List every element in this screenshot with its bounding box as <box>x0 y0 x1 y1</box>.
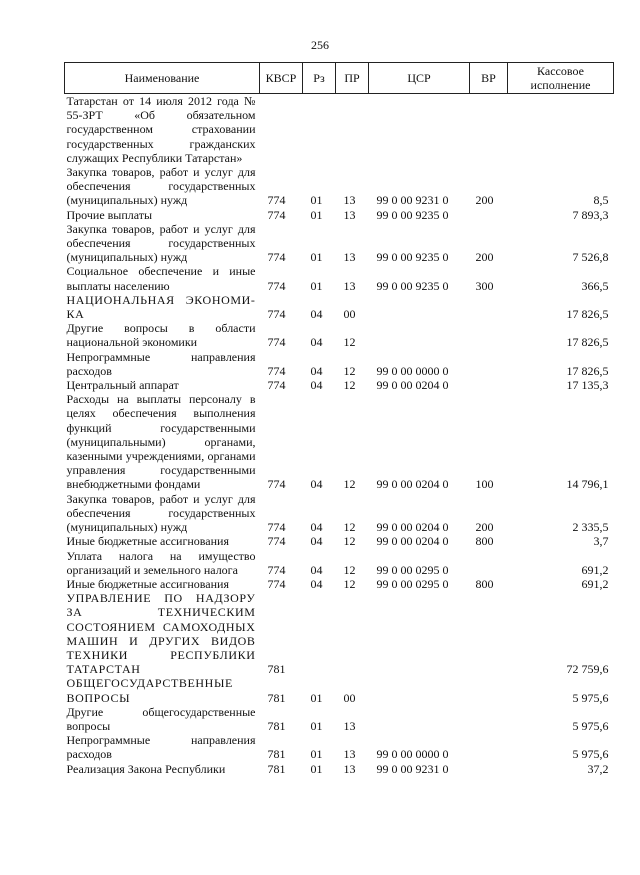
header-sum: Кассовое исполнение <box>508 63 614 94</box>
budget-table <box>64 62 614 776</box>
cell-kvsr: 781 <box>267 662 286 677</box>
cell-kvsr: 774 <box>267 576 286 591</box>
cell-csr <box>369 94 470 166</box>
page-number: 256 <box>311 38 329 52</box>
cell-kvsr: 781 <box>267 718 286 733</box>
cell-vr <box>470 350 508 378</box>
cell-sum: 37,2 <box>587 761 609 776</box>
cell-sum <box>508 94 614 166</box>
cell-kvsr: 774 <box>267 250 286 265</box>
cell-pr: 00 <box>343 690 356 705</box>
cell-pr: 12 <box>343 520 356 535</box>
cell-csr <box>369 676 470 704</box>
cell-rz <box>303 591 336 676</box>
cell-sum: 17 826,5 <box>566 307 609 322</box>
cell-rz: 04 <box>310 363 323 378</box>
cell-sum: 2 335,5 <box>572 520 609 535</box>
cell-sum: 691,2 <box>581 562 609 577</box>
cell-vr <box>470 549 508 577</box>
cell-pr: 13 <box>343 193 356 208</box>
table-row <box>65 293 614 321</box>
cell-kvsr <box>260 94 303 166</box>
cell-kvsr: 774 <box>267 477 286 492</box>
table-header-row <box>65 63 614 94</box>
cell-vr <box>470 676 508 704</box>
cell-rz: 04 <box>310 307 323 322</box>
cell-pr: 12 <box>343 534 356 549</box>
header-pr: ПР <box>336 63 369 94</box>
cell-pr: 13 <box>343 250 356 265</box>
cell-sum: 17 826,5 <box>566 335 609 350</box>
cell-name: Расходы на выплаты персоналу в целях обеспечения выполнения функций государственными (муниципальными) органами, казенными учреждениями, органами управления государственными внебюджетными фондами <box>66 392 256 492</box>
cell-pr: 12 <box>343 363 356 378</box>
cell-rz: 01 <box>310 250 323 265</box>
cell-rz: 01 <box>310 690 323 705</box>
cell-kvsr: 774 <box>267 363 286 378</box>
cell-name: Иные бюджетные ассигнования <box>66 534 229 549</box>
cell-vr <box>470 321 508 349</box>
header-rz: Рз <box>303 63 336 94</box>
cell-kvsr: 774 <box>267 562 286 577</box>
header-name: Наименование <box>65 63 260 94</box>
cell-rz: 04 <box>310 576 323 591</box>
cell-csr: 99 0 00 0295 0 <box>376 562 449 577</box>
cell-name: Закупка товаров, работ и услуг для обеспечения государственных (муниципальных) нужд <box>66 221 256 265</box>
header-kvsr: КВСР <box>260 63 303 94</box>
cell-csr <box>369 705 470 733</box>
cell-vr <box>470 705 508 733</box>
cell-name: Реализация Закона Республики <box>66 761 226 776</box>
table-row <box>65 165 614 208</box>
cell-name: Другие вопросы в области национальной экономики <box>66 321 256 350</box>
table-row <box>65 492 614 535</box>
cell-pr: 13 <box>343 761 356 776</box>
cell-kvsr: 781 <box>267 747 286 762</box>
table-row <box>65 264 614 292</box>
cell-pr: 12 <box>343 335 356 350</box>
table-row <box>65 94 614 166</box>
cell-sum: 5 975,6 <box>572 747 609 762</box>
cell-rz: 04 <box>310 477 323 492</box>
table-row <box>65 392 614 491</box>
cell-rz: 01 <box>310 278 323 293</box>
cell-sum: 691,2 <box>581 576 609 591</box>
cell-vr <box>470 208 508 222</box>
cell-rz: 01 <box>310 718 323 733</box>
table-row <box>65 577 614 591</box>
cell-rz <box>303 94 336 166</box>
cell-name: Закупка товаров, работ и услуг для обеспечения государственных (муниципальных) нужд <box>66 165 256 208</box>
cell-name: Непрограммные направления расходов <box>66 349 256 378</box>
cell-rz: 04 <box>310 335 323 350</box>
cell-pr <box>336 94 369 166</box>
cell-name: Татарстан от 14 июля 2012 года № 55-ЗРТ «Об обязательном государственном страховании государственных гражданских служащих Республики Татарстан» <box>66 94 256 165</box>
cell-sum: 5 975,6 <box>572 718 609 733</box>
cell-rz: 04 <box>310 562 323 577</box>
cell-name: Непрограммные направления расходов <box>66 733 256 762</box>
table-row <box>65 549 614 577</box>
cell-pr: 13 <box>343 718 356 733</box>
table-row <box>65 591 614 676</box>
cell-sum: 72 759,6 <box>566 662 609 677</box>
cell-kvsr: 774 <box>267 335 286 350</box>
cell-csr: 99 0 00 0204 0 <box>376 477 449 492</box>
cell-csr: 99 0 00 0000 0 <box>376 363 449 378</box>
cell-name: Центральный аппарат <box>66 378 179 393</box>
cell-sum: 8,5 <box>593 193 609 208</box>
cell-csr: 99 0 00 9235 0 <box>376 278 449 293</box>
cell-name: УПРАВЛЕНИЕ ПО НАДЗОРУ ЗА ТЕХНИЧЕСКИМ СОСТОЯНИЕМ САМОХОДНЫХ МАШИН И ДРУГИХ ВИДОВ ТЕХНИКИ РЕСПУБЛИКИ ТАТАРСТАН <box>66 591 256 677</box>
cell-csr <box>369 591 470 676</box>
cell-sum: 17 135,3 <box>566 378 609 393</box>
cell-name: Социальное обеспечение и иные выплаты населению <box>66 264 256 293</box>
cell-sum: 5 975,6 <box>572 690 609 705</box>
cell-name: ОБЩЕГОСУДАРСТВЕННЫЕ ВОПРОСЫ <box>66 676 233 705</box>
cell-rz: 01 <box>310 207 323 222</box>
cell-vr: 200 <box>475 193 494 208</box>
cell-csr: 99 0 00 9235 0 <box>376 207 449 222</box>
cell-name: Иные бюджетные ассигнования <box>66 576 229 591</box>
cell-vr <box>470 378 508 392</box>
cell-pr: 13 <box>343 278 356 293</box>
cell-rz: 04 <box>310 378 323 393</box>
cell-kvsr: 774 <box>267 207 286 222</box>
cell-rz: 04 <box>310 534 323 549</box>
cell-vr: 200 <box>475 250 494 265</box>
table-row <box>65 350 614 378</box>
cell-csr: 99 0 00 9231 0 <box>376 761 449 776</box>
table-row <box>65 378 614 392</box>
cell-sum: 14 796,1 <box>566 477 609 492</box>
table-row <box>65 705 614 733</box>
cell-kvsr: 781 <box>267 690 286 705</box>
cell-pr: 13 <box>343 207 356 222</box>
table-row <box>65 208 614 222</box>
cell-vr: 100 <box>475 477 494 492</box>
cell-csr <box>369 321 470 349</box>
cell-rz: 01 <box>310 193 323 208</box>
cell-vr <box>470 293 508 321</box>
table-row <box>65 222 614 265</box>
cell-sum: 366,5 <box>581 278 609 293</box>
cell-csr: 99 0 00 0204 0 <box>376 534 449 549</box>
cell-vr: 300 <box>475 278 494 293</box>
cell-pr <box>336 591 369 676</box>
header-vr: ВР <box>470 63 508 94</box>
cell-kvsr: 774 <box>267 193 286 208</box>
cell-pr: 12 <box>343 576 356 591</box>
cell-name: Другие общегосударственные вопросы <box>66 704 256 733</box>
cell-sum: 17 826,5 <box>566 363 609 378</box>
cell-kvsr: 774 <box>267 307 286 322</box>
cell-kvsr: 774 <box>267 278 286 293</box>
cell-pr: 12 <box>343 378 356 393</box>
cell-vr <box>470 733 508 761</box>
cell-csr: 99 0 00 0000 0 <box>376 747 449 762</box>
cell-csr <box>369 293 470 321</box>
cell-name: НАЦИОНАЛЬНАЯ ЭКОНОМИ-КА <box>66 292 256 322</box>
cell-kvsr: 774 <box>267 520 286 535</box>
table-body <box>65 94 614 776</box>
cell-pr: 12 <box>343 562 356 577</box>
table-row <box>65 534 614 548</box>
cell-vr <box>470 94 508 166</box>
cell-name: Уплата налога на имущество организаций и земельного налога <box>66 548 256 577</box>
cell-csr: 99 0 00 0204 0 <box>376 520 449 535</box>
cell-kvsr: 781 <box>267 761 286 776</box>
cell-pr: 00 <box>343 307 356 322</box>
table-row <box>65 676 614 704</box>
cell-vr: 800 <box>475 576 494 591</box>
cell-pr: 13 <box>343 747 356 762</box>
table-row <box>65 762 614 776</box>
cell-rz: 01 <box>310 747 323 762</box>
cell-name: Прочие выплаты <box>66 207 153 222</box>
cell-sum: 3,7 <box>593 534 609 549</box>
cell-rz: 04 <box>310 520 323 535</box>
cell-vr: 200 <box>475 520 494 535</box>
table-row <box>65 321 614 349</box>
cell-kvsr: 774 <box>267 378 286 393</box>
cell-sum: 7 526,8 <box>572 250 609 265</box>
cell-kvsr: 774 <box>267 534 286 549</box>
cell-name: Закупка товаров, работ и услуг для обеспечения государственных (муниципальных) нужд <box>66 491 256 535</box>
cell-vr: 800 <box>475 534 494 549</box>
header-csr: ЦСР <box>369 63 470 94</box>
cell-sum: 7 893,3 <box>572 207 609 222</box>
cell-pr: 12 <box>343 477 356 492</box>
cell-csr: 99 0 00 0204 0 <box>376 378 449 393</box>
cell-rz: 01 <box>310 761 323 776</box>
cell-vr <box>470 591 508 676</box>
cell-csr: 99 0 00 9231 0 <box>376 193 449 208</box>
cell-vr <box>470 762 508 776</box>
cell-csr: 99 0 00 9235 0 <box>376 250 449 265</box>
table-row <box>65 733 614 761</box>
cell-csr: 99 0 00 0295 0 <box>376 576 449 591</box>
